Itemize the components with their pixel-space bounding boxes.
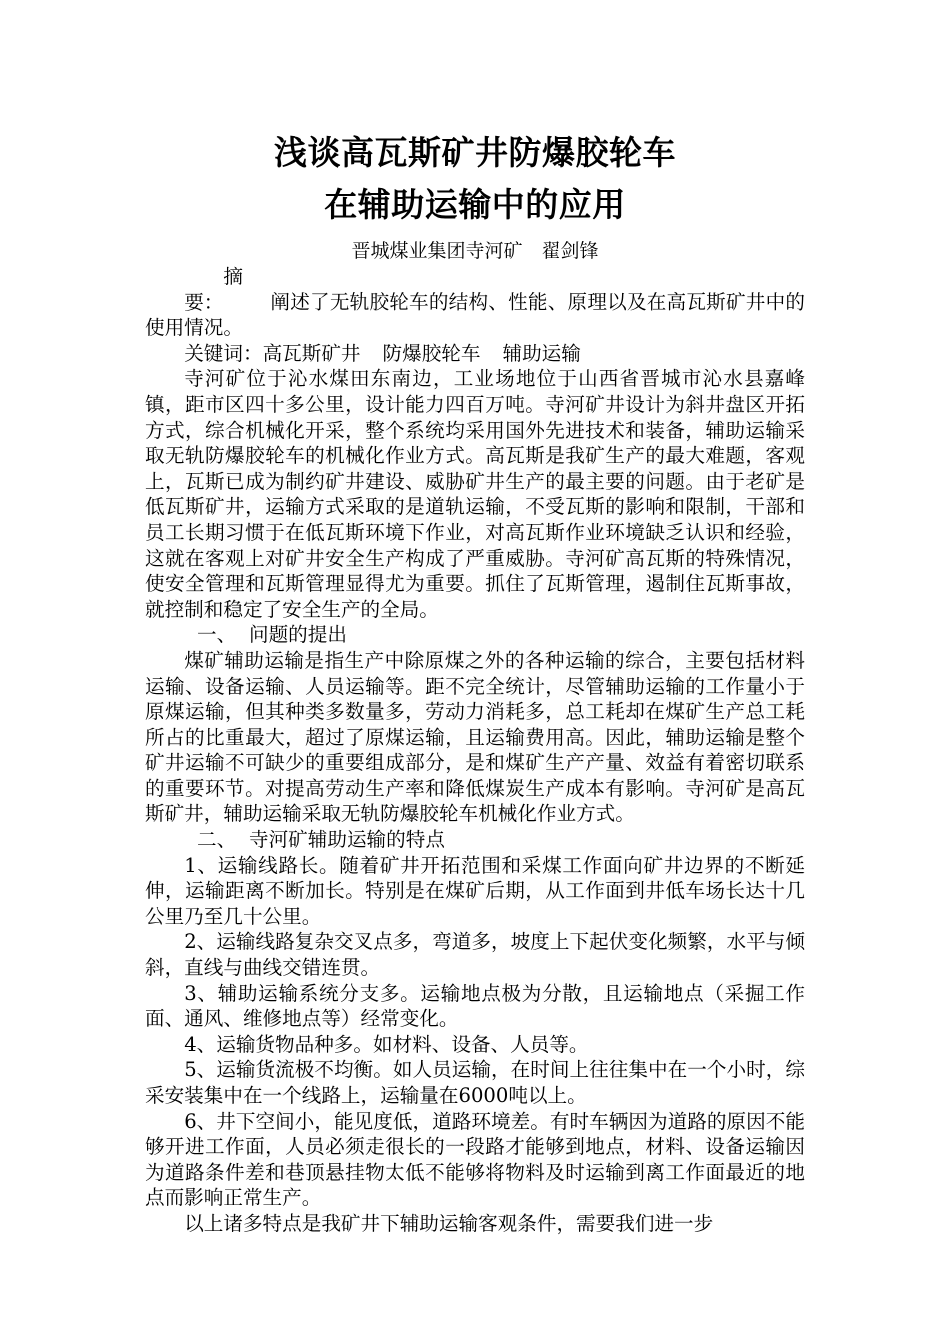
keyword-item: 高瓦斯矿井 <box>262 341 361 365</box>
keyword-item: 辅助运输 <box>502 341 581 365</box>
document-body <box>145 128 805 1237</box>
abstract-label: 摘 要： <box>184 265 263 314</box>
document-title-line-1: 浅谈高瓦斯矿井防爆胶轮车 <box>274 133 676 172</box>
section-2-item-5: 5、运输货流极不均衡。如人员运输，在时间上往往集中在一个小时，综采安装集中在一个线路上，运输量在6000吨以上。 <box>145 1058 805 1107</box>
section-1-title: 问题的提出 <box>249 623 347 647</box>
section-1-heading <box>145 622 805 648</box>
section-2-item-6: 6、井下空间小，能见度低，道路环境差。有时车辆因为道路的原因不能够开进工作面，人员必须走很长的一段路才能够到地点，材料、设备运输因为道路条件差和巷顶悬挂物太低不能够将物料及时运输到离工作面最近的地点而影响正常生产。 <box>145 1109 805 1210</box>
keywords <box>145 341 805 367</box>
section-2-item-2: 2、运输线路复杂交叉点多，弯道多，坡度上下起伏变化频繁，水平与倾斜，直线与曲线交错连贯。 <box>145 930 805 980</box>
document-title-line-2: 在辅助运输中的应用 <box>324 185 626 224</box>
abstract <box>145 264 805 341</box>
section-1-paragraph: 煤矿辅助运输是指生产中除原煤之外的各种运输的综合，主要包括材料运输、设备运输、人员运输等。距不完全统计，尽管辅助运输的工作量小于原煤运输，但其种类多数量多，劳动力消耗多，总工耗却在煤矿生产总工耗所占的比重最大，超过了原煤运输，且运输费用高。因此，辅助运输是整个矿井运输不可缺少的重要组成部分，是和煤矿生产产量、效益有着密切联系的重要环节。对提高劳动生产率和降低煤炭生产成本有影响。寺河矿是高瓦斯矿井，辅助运输采取无轨防爆胶轮车机械化作业方式。 <box>145 648 805 826</box>
section-2-heading <box>145 827 805 853</box>
document-author: 晋城煤业集团寺河矿 翟剑锋 <box>351 240 599 262</box>
keywords-label: 关键词： <box>184 341 263 365</box>
section-2-item-3: 3、辅助运输系统分支多。运输地点极为分散，且运输地点（采掘工作面、通风、维修地点等）经常变化。 <box>145 981 805 1031</box>
section-2-title: 寺河矿辅助运输的特点 <box>249 828 445 852</box>
section-2-closing: 以上诸多特点是我矿井下辅助运输客观条件，需要我们进一步 <box>184 1211 714 1235</box>
intro-paragraph: 寺河矿位于沁水煤田东南边，工业场地位于山西省晋城市沁水县嘉峰镇，距市区四十多公里，设计能力四百万吨。寺河矿井设计为斜井盘区开拓方式，综合机械化开采，整个系统均采用国外先进技术和装备，辅助运输采取无轨防爆胶轮车的机械化作业方式。高瓦斯是我矿生产的最大难题，客观上，瓦斯已成为制约矿井建设、威胁矿井生产的最主要的问题。由于老矿是低瓦斯矿井，运输方式采取的是道轨运输，不受瓦斯的影响和限制，干部和员工长期习惯于在低瓦斯环境下作业，对高瓦斯作业环境缺乏认识和经验，这就在客观上对矿井安全生产构成了严重威胁。寺河矿高瓦斯的特殊情况，使安全管理和瓦斯管理显得尤为重要。抓住了瓦斯管理，遏制住瓦斯事故，就控制和稳定了安全生产的全局。 <box>145 367 805 621</box>
section-2-number: 二、 <box>197 828 237 852</box>
section-2-item-4: 4、运输货物品种多。如材料、设备、人员等。 <box>184 1032 589 1056</box>
section-1-number: 一、 <box>197 623 237 647</box>
section-2-item-1: 1、运输线路长。随着矿井开拓范围和采煤工作面向矿井边界的不断延伸，运输距离不断加长。特别是在煤矿后期，从工作面到井低车场长达十几公里乃至几十公里。 <box>145 853 805 928</box>
keyword-item: 防爆胶轮车 <box>382 341 481 365</box>
abstract-text: 阐述了无轨胶轮车的结构、性能、原理以及在高瓦斯矿井中的使用情况。 <box>145 290 805 340</box>
